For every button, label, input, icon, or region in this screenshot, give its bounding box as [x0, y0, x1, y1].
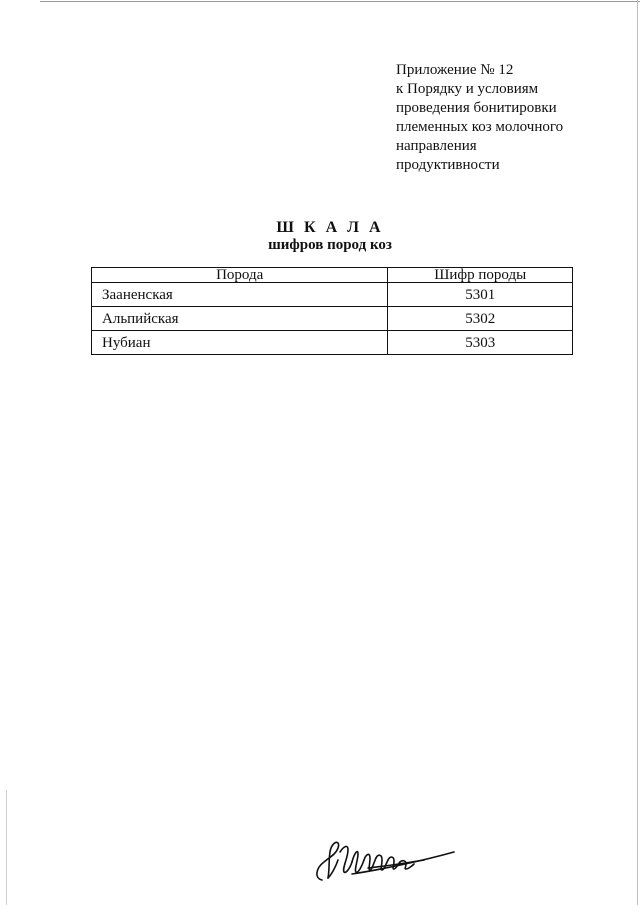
table-row	[92, 331, 573, 355]
scan-edge-left	[6, 790, 7, 905]
breed-name: Нубиан	[92, 331, 388, 355]
breed-code: 5302	[388, 307, 573, 331]
table-header-row	[92, 268, 573, 283]
appendix-block	[396, 61, 616, 175]
breed-code-table	[91, 267, 573, 355]
appendix-line: Приложение № 12	[396, 62, 514, 78]
document-subtitle: шифров пород коз	[268, 237, 392, 253]
signature	[308, 828, 468, 888]
breed-name: Зааненская	[92, 283, 388, 307]
header-code: Шифр породы	[388, 268, 573, 283]
breed-name: Альпийская	[92, 307, 388, 331]
appendix-line: проведения бонитировки	[396, 100, 557, 116]
breed-code: 5303	[388, 331, 573, 355]
header-breed: Порода	[92, 268, 388, 283]
appendix-line: племенных коз молочного	[396, 119, 564, 135]
scan-edge-top	[40, 1, 640, 2]
table-row	[92, 283, 573, 307]
document-title: Ш К А Л А	[276, 219, 384, 236]
appendix-line: к Порядку и условиям	[396, 81, 539, 97]
breed-code: 5301	[388, 283, 573, 307]
scan-edge-right	[637, 0, 638, 905]
table-row	[92, 307, 573, 331]
appendix-line: продуктивности	[396, 157, 500, 173]
appendix-line: направления	[396, 138, 477, 154]
